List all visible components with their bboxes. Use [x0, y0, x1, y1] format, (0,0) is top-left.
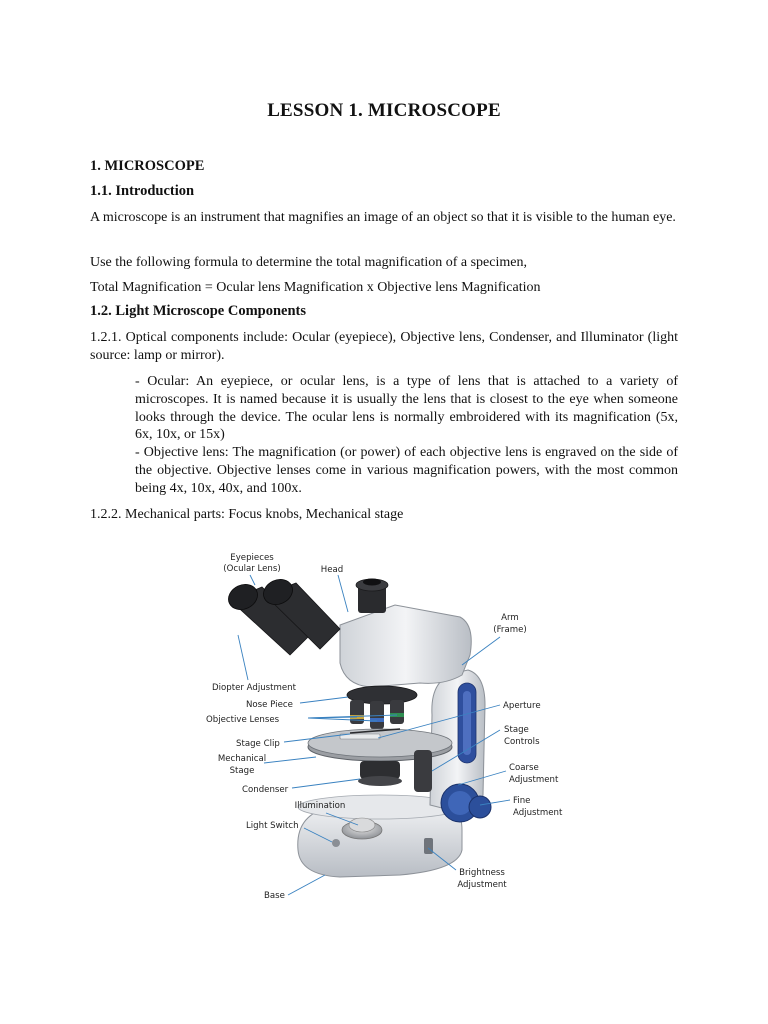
objective-bullet: - Objective lens: The magnification (or power) of each objective lens is engraved on the side of the objective. Objective lenses come in various magnification powers, with the most common being 4x, 10x, 40x, and 100x.	[135, 445, 678, 496]
label-aperture: Aperture	[503, 701, 541, 711]
label-fine-adjustment: Adjustment	[513, 808, 563, 818]
components-heading: 1.2. Light Microscope Components	[90, 303, 307, 319]
label-arm: Arm	[501, 613, 519, 623]
eyepiece-tubes	[224, 575, 340, 655]
label-light-switch: Light Switch	[246, 821, 299, 831]
label-stage-controls: Controls	[504, 737, 540, 747]
label-stage-clip: Stage Clip	[236, 739, 280, 749]
label-stage: Stage	[504, 725, 529, 735]
label-frame: (Frame)	[493, 625, 527, 635]
label-coarse: Coarse	[509, 763, 539, 773]
label-mechanical-stage: Stage	[229, 766, 255, 776]
label-ocular-lens: (Ocular Lens)	[223, 564, 281, 574]
label-base: Base	[264, 891, 285, 901]
label-eyepieces: Eyepieces	[230, 553, 274, 563]
section-heading: 1. MICROSCOPE	[90, 158, 205, 174]
ocular-bullet: - Ocular: An eyepiece, or ocular lens, is a type of lens that is attached to a variety of microscopes. It is named because it is usually the lens that is closest to the eye when someone looks through the device. The ocular lens is normally embroidered with its magnification (5x, 6x, 10x, or 15x)	[135, 374, 678, 443]
label-head: Head	[320, 565, 344, 575]
label-diopter-adjustment: Diopter Adjustment	[212, 683, 296, 693]
microscope-figure	[200, 545, 580, 905]
lesson-title: LESSON 1. MICROSCOPE	[267, 100, 501, 121]
label-illumination: Illumination	[294, 801, 346, 811]
condenser-part	[358, 761, 402, 786]
objective-lenses	[347, 686, 417, 729]
label-coarse-adjustment: Adjustment	[509, 775, 559, 785]
formula-intro-text: Use the following formula to determine the total magnification of a specimen,	[90, 255, 527, 270]
label-nose-piece: Nose Piece	[246, 700, 293, 710]
lens-bullet-list	[135, 373, 678, 498]
microscope-head	[340, 579, 471, 688]
label-fine: Fine	[513, 796, 531, 806]
magnification-formula: Total Magnification = Ocular lens Magnification x Objective lens Magnification	[90, 280, 541, 295]
mechanical-parts-paragraph: 1.2.2. Mechanical parts: Focus knobs, Mechanical stage	[90, 507, 404, 522]
microscope-diagram	[200, 545, 580, 905]
label-mechanical: Mechanical	[217, 754, 267, 764]
label-condenser: Condenser	[242, 785, 289, 795]
introduction-heading: 1.1. Introduction	[90, 183, 195, 199]
label-brightness-adjustment: Adjustment	[457, 880, 507, 890]
label-objective-lenses: Objective Lenses	[206, 715, 280, 725]
optical-components-paragraph: 1.2.1. Optical components include: Ocular (eyepiece), Objective lens, Condenser, and Illuminator (light source: lamp or mirror).	[90, 330, 678, 363]
introduction-paragraph: A microscope is an instrument that magnifies an image of an object so that it is visible to the human eye.	[90, 210, 676, 225]
label-brightness: Brightness	[459, 868, 505, 878]
